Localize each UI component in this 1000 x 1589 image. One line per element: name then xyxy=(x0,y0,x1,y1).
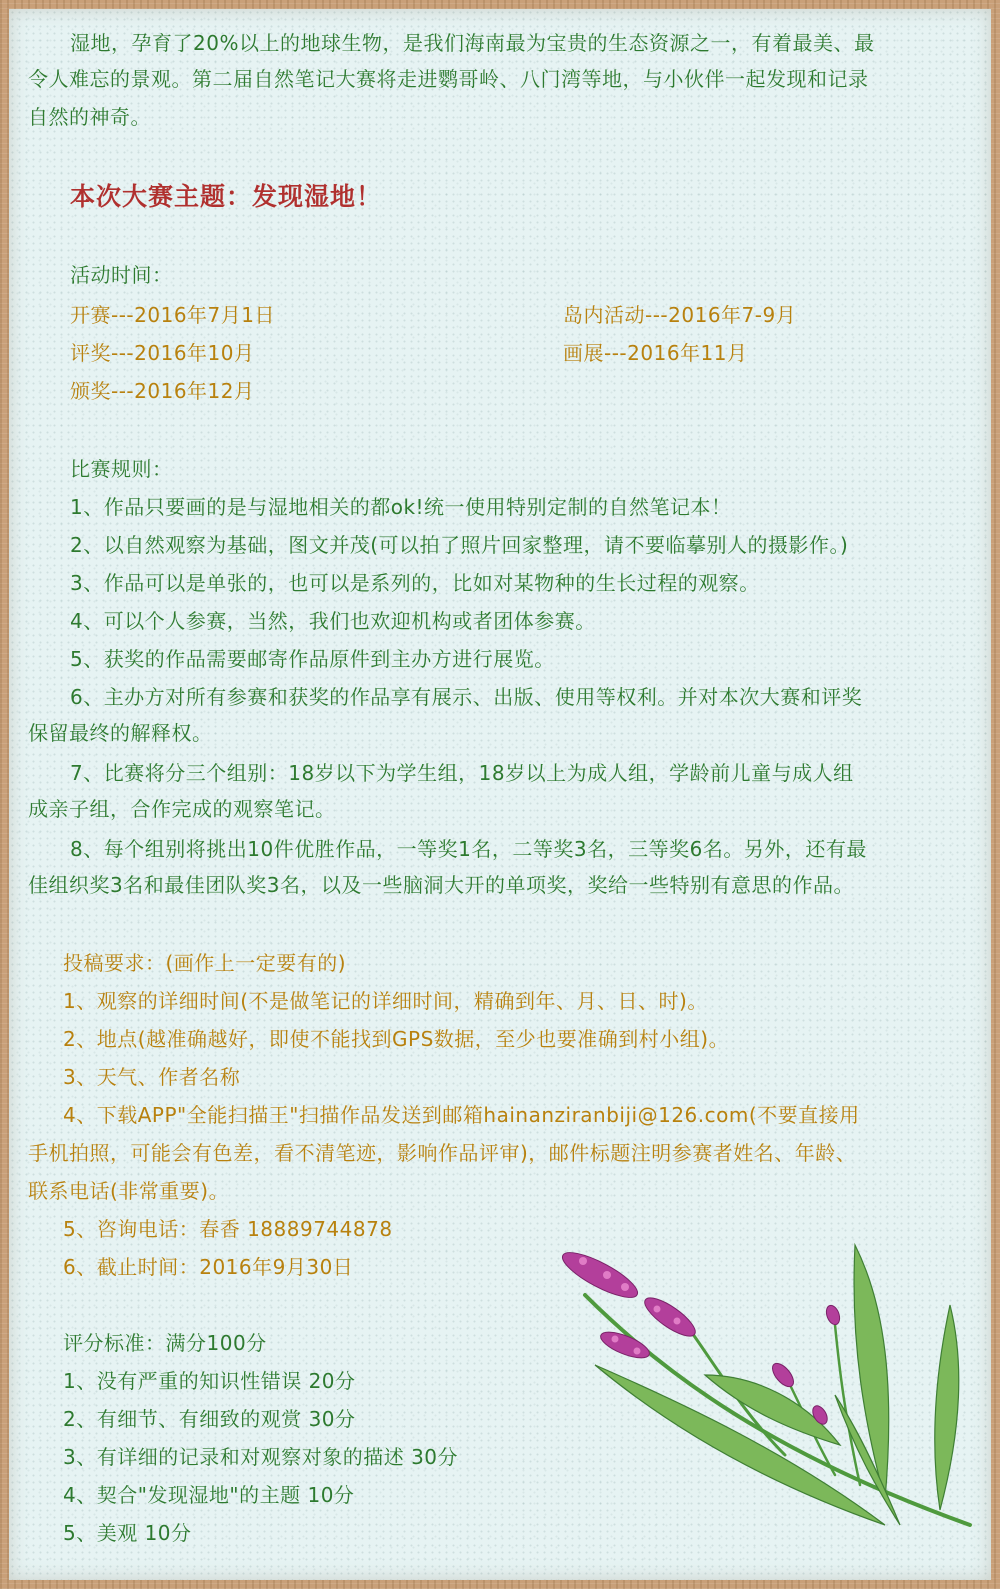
schedule-exhibition: 画展---2016年11月 xyxy=(563,341,748,365)
schedule-heading: 活动时间： xyxy=(70,263,173,287)
schedule-island-activity: 岛内活动---2016年7-9月 xyxy=(563,303,797,327)
intro-line: 湿地，孕育了20%以上的地球生物，是我们海南最为宝贵的生态资源之一，有着最美、最 xyxy=(70,31,875,55)
scoring-line: 2、有细节、有细致的观赏 30分 xyxy=(63,1407,356,1431)
scoring-line: 5、美观 10分 xyxy=(63,1521,192,1545)
submission-line: 4、下载APP"全能扫描王"扫描作品发送到邮箱hainanziranbiji@126.com(不要直接用 xyxy=(63,1103,860,1127)
rule-line: 成亲子组，合作完成的观察笔记。 xyxy=(28,797,336,821)
submission-heading: 投稿要求：(画作上一定要有的) xyxy=(63,951,347,975)
rule-line: 2、以自然观察为基础，图文并茂(可以拍了照片回家整理，请不要临摹别人的摄影作。) xyxy=(70,533,849,557)
flower-illustration xyxy=(555,1225,985,1570)
submission-line: 6、截止时间：2016年9月30日 xyxy=(63,1255,354,1279)
intro-line: 自然的神奇。 xyxy=(28,105,151,129)
scoring-line: 1、没有严重的知识性错误 20分 xyxy=(63,1369,356,1393)
intro-line: 令人难忘的景观。第二届自然笔记大赛将走进鹦哥岭、八门湾等地，与小伙伴一起发现和记录 xyxy=(28,67,869,91)
schedule-judging: 评奖---2016年10月 xyxy=(70,341,255,365)
schedule-opening: 开赛---2016年7月1日 xyxy=(70,303,275,327)
rule-line: 保留最终的解释权。 xyxy=(28,721,213,745)
submission-line: 1、观察的详细时间(不是做笔记的详细时间，精确到年、月、日、时)。 xyxy=(63,989,708,1013)
rule-line: 1、作品只要画的是与湿地相关的都ok!统一使用特别定制的自然笔记本！ xyxy=(70,495,732,519)
rule-line: 5、获奖的作品需要邮寄作品原件到主办方进行展览。 xyxy=(70,647,555,671)
scoring-line: 4、契合"发现湿地"的主题 10分 xyxy=(63,1483,355,1507)
rules-heading: 比赛规则： xyxy=(70,457,173,481)
rule-line: 3、作品可以是单张的，也可以是系列的，比如对某物种的生长过程的观察。 xyxy=(70,571,760,595)
theme-title: 本次大赛主题：发现湿地！ xyxy=(70,182,383,211)
submission-line: 联系电话(非常重要)。 xyxy=(28,1179,230,1203)
scoring-line: 3、有详细的记录和对观察对象的描述 30分 xyxy=(63,1445,459,1469)
submission-line: 3、天气、作者名称 xyxy=(63,1065,241,1089)
submission-line: 2、地点(越准确越好，即使不能找到GPS数据，至少也要准确到村小组)。 xyxy=(63,1027,730,1051)
submission-line: 手机拍照，可能会有色差，看不清笔迹，影响作品评审)，邮件标题注明参赛者姓名、年龄、 xyxy=(28,1141,857,1165)
rule-line: 8、每个组别将挑出10件优胜作品，一等奖1名，二等奖3名，三等奖6名。另外，还有最 xyxy=(70,837,867,861)
rule-line: 4、可以个人参赛，当然，我们也欢迎机构或者团体参赛。 xyxy=(70,609,596,633)
schedule-awards: 颁奖---2016年12月 xyxy=(70,379,255,403)
rule-line: 7、比赛将分三个组别：18岁以下为学生组，18岁以上为成人组，学龄前儿童与成人组 xyxy=(70,761,854,785)
scoring-heading: 评分标准：满分100分 xyxy=(63,1331,267,1355)
rule-line: 佳组织奖3名和最佳团队奖3名，以及一些脑洞大开的单项奖，奖给一些特别有意思的作品。 xyxy=(28,873,854,897)
rule-line: 6、主办方对所有参赛和获奖的作品享有展示、出版、使用等权利。并对本次大赛和评奖 xyxy=(70,685,863,709)
submission-line: 5、咨询电话：春香 18889744878 xyxy=(63,1217,393,1241)
